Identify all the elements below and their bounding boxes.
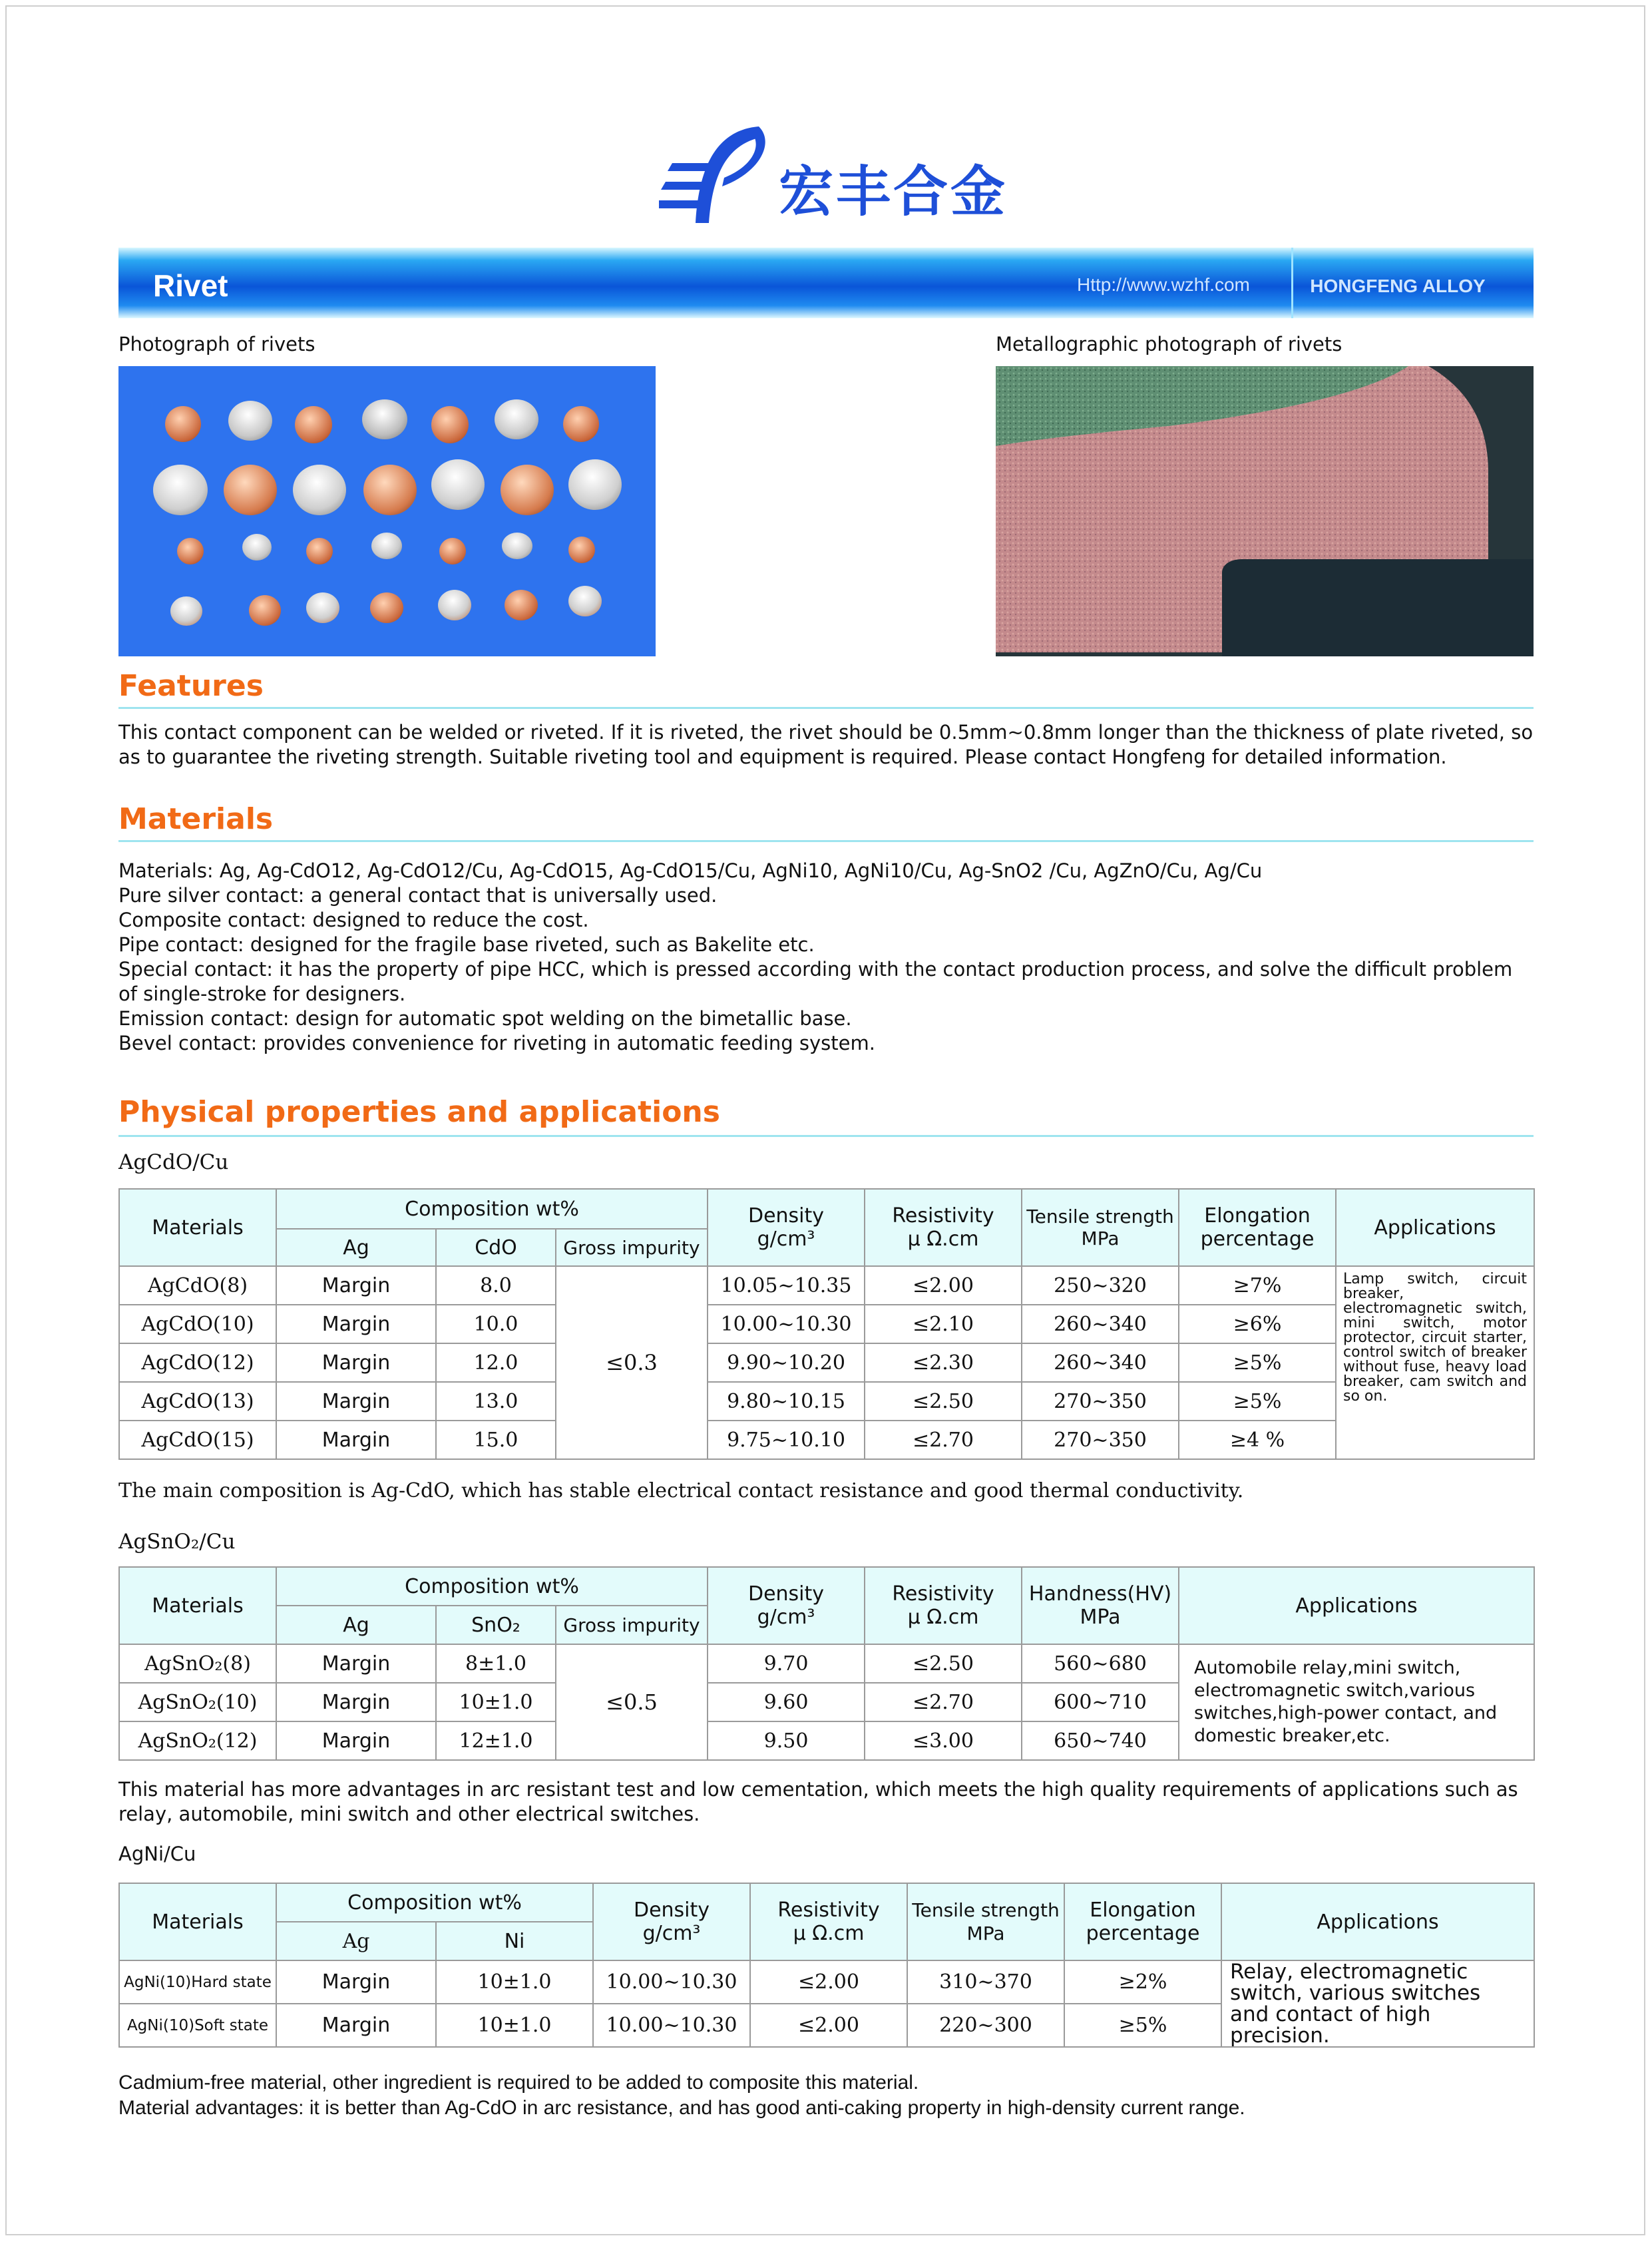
header-composition: Composition wt% [276, 1567, 708, 1606]
header-density: Density g/cm³ [708, 1189, 865, 1266]
table2-note: This material has more advantages in arc resistant test and low cementation, which meets the high quality requirements of applications such as relay, automobile, mini switch and other electrical switches. [118, 1778, 1518, 1825]
header-ni: Ni [436, 1922, 593, 1960]
materials-heading: Materials [118, 802, 274, 836]
header-gross: Gross impurity [556, 1229, 708, 1266]
table-row: AgNi(10)Hard state Margin 10±1.0 10.00~10.30 ≤2.00 310~370 ≥2% Relay, electromagnetic switch, various switches and contact of high precision. [119, 1960, 1534, 2004]
table-row: AgNi(10)Soft state Margin 10±1.0 10.00~10.30 ≤2.00 220~300 ≥5% [119, 2004, 1534, 2047]
header-applications: Applications [1179, 1567, 1534, 1644]
photo-caption-rivets: Photograph of rivets [118, 333, 315, 355]
table1-subtitle: AgCdO/Cu [118, 1150, 229, 1174]
physical-rule [118, 1135, 1534, 1137]
header-resistivity: Resistivity μ Ω.cm [865, 1189, 1022, 1266]
company-logo [659, 123, 1008, 230]
header-materials: Materials [119, 1567, 276, 1644]
rivets-photo [118, 366, 656, 656]
banner-company: HONGFENG ALLOY [1310, 276, 1486, 296]
metallographic-photo [996, 366, 1534, 656]
gross-impurity-value: ≤0.5 [556, 1644, 708, 1760]
table2-subtitle: AgSnO₂/Cu [118, 1530, 236, 1554]
table-row: AgCdO(15) Margin 15.0 9.75~10.10 ≤2.70 270~350 ≥4 % [119, 1421, 1534, 1459]
title-banner [118, 248, 1534, 318]
header-composition: Composition wt% [276, 1883, 593, 1922]
materials-line: Pure silver contact: a general contact that is universally used. [118, 884, 718, 907]
materials-line: Pipe contact: designed for the fragile base riveted, such as Bakelite etc. [118, 933, 815, 956]
header-gross: Gross impurity [556, 1606, 708, 1644]
header-resistivity: Resistivity μ Ω.cm [865, 1567, 1022, 1644]
applications-cell: Relay, electromagnetic switch, various switches and contact of high precision. [1221, 1960, 1534, 2047]
header-tensile: Tensile strength MPa [1022, 1189, 1179, 1266]
header-applications: Applications [1336, 1189, 1534, 1266]
agni-table [118, 1883, 1535, 2048]
agsno2-table [118, 1566, 1535, 1761]
header-elongation: Elongation percentage [1064, 1883, 1221, 1960]
header-composition: Composition wt% [276, 1189, 708, 1229]
header-density: Density g/cm³ [593, 1883, 750, 1960]
table-row: AgCdO(13) Margin 13.0 9.80~10.15 ≤2.50 270~350 ≥5% [119, 1382, 1534, 1421]
features-text: This contact component can be welded or riveted. If it is riveted, the rivet should be 0.5mm~0.8mm longer than the thickness of plate riveted, so as to guarantee the riveting strength. Suitable riveting tool and equipment is required. Please contact Hongfeng for detailed information. [118, 721, 1534, 768]
materials-rule [118, 840, 1534, 842]
header-cdo: CdO [436, 1229, 556, 1266]
banner-url: Http://www.wzhf.com [1077, 274, 1250, 295]
header-ag: Ag [276, 1229, 436, 1266]
header-tensile: Tensile strength MPa [907, 1883, 1064, 1960]
table3-note: Cadmium-free material, other ingredient is required to be added to composite this material. [118, 2072, 919, 2094]
header-materials: Materials [119, 1883, 276, 1960]
header-ag: Ag [276, 1606, 436, 1644]
table3-notes [118, 2070, 1534, 2121]
applications-cell: Automobile relay,mini switch, electromagnetic switch,various switches,high-power contact, and domestic breaker,etc. [1179, 1644, 1534, 1760]
header-hardness: Handness(HV) MPa [1022, 1567, 1179, 1644]
header-materials: Materials [119, 1189, 276, 1266]
header-elongation: Elongation percentage [1179, 1189, 1336, 1266]
header-applications: Applications [1221, 1883, 1534, 1960]
header-density: Density g/cm³ [708, 1567, 865, 1644]
materials-line: Emission contact: design for automatic spot welding on the bimetallic base. [118, 1007, 852, 1030]
applications-cell: Lamp switch, circuit breaker, electromagnetic switch, mini switch, motor protector, circuit starter, control switch of breaker without fuse, heavy load breaker, cam switch and so on. [1336, 1266, 1534, 1459]
photo-caption-metallographic: Metallographic photograph of rivets [996, 333, 1342, 355]
table-row: AgCdO(12) Margin 12.0 9.90~10.20 ≤2.30 260~340 ≥5% [119, 1343, 1534, 1382]
gross-impurity-value: ≤0.3 [556, 1266, 708, 1459]
table-row: AgCdO(10) Margin 10.0 10.00~10.30 ≤2.10 260~340 ≥6% [119, 1305, 1534, 1343]
header-sno2: SnO₂ [436, 1606, 556, 1644]
logo-mark-icon [659, 123, 772, 230]
table3-subtitle: AgNi/Cu [118, 1843, 196, 1865]
table1-note: The main composition is Ag-CdO, which has stable electrical contact resistance and good thermal conductivity. [118, 1479, 1244, 1502]
table-row: AgCdO(8) Margin 8.0 ≤0.3 10.05~10.35 ≤2.00 250~320 ≥7% Lamp switch, circuit breaker, electromagnetic switch, mini switch, motor protector, circuit starter, control switch of breaker without fuse, heavy load breaker, cam switch and so on. [119, 1266, 1534, 1305]
table-row: AgSnO₂(12) Margin 12±1.0 9.50 ≤3.00 650~740 [119, 1721, 1534, 1760]
features-rule [118, 707, 1534, 709]
materials-line: Special contact: it has the property of pipe HCC, which is pressed according with the contact production process, and solve the difficult problem of single-stroke for designers. [118, 958, 1513, 1005]
table-row: AgSnO₂(10) Margin 10±1.0 9.60 ≤2.70 600~710 [119, 1683, 1534, 1721]
features-heading: Features [118, 669, 264, 703]
header-resistivity: Resistivity μ Ω.cm [750, 1883, 907, 1960]
table-row: AgSnO₂(8) Margin 8±1.0 ≤0.5 9.70 ≤2.50 560~680 Automobile relay,mini switch, electromagnetic switch,various switches,high-power contact, and domestic breaker,etc. [119, 1644, 1534, 1683]
logo-text: 宏丰合金 [779, 160, 1008, 224]
physical-heading: Physical properties and applications [118, 1095, 720, 1129]
header-ag: Ag [276, 1922, 436, 1960]
materials-line: Composite contact: designed to reduce the cost. [118, 909, 589, 931]
banner-title: Rivet [153, 268, 228, 303]
materials-line: Materials: Ag, Ag-CdO12, Ag-CdO12/Cu, Ag-CdO15, Ag-CdO15/Cu, AgNi10, AgNi10/Cu, Ag-SnO2 /Cu, AgZnO/Cu, Ag/Cu [118, 859, 1263, 882]
table3-note: Material advantages: it is better than Ag-CdO in arc resistance, and has good anti-caking property in high-density current range. [118, 2097, 1245, 2119]
materials-list [118, 859, 1534, 1056]
materials-line: Bevel contact: provides convenience for riveting in automatic feeding system. [118, 1032, 875, 1054]
agcdo-table [118, 1188, 1535, 1460]
